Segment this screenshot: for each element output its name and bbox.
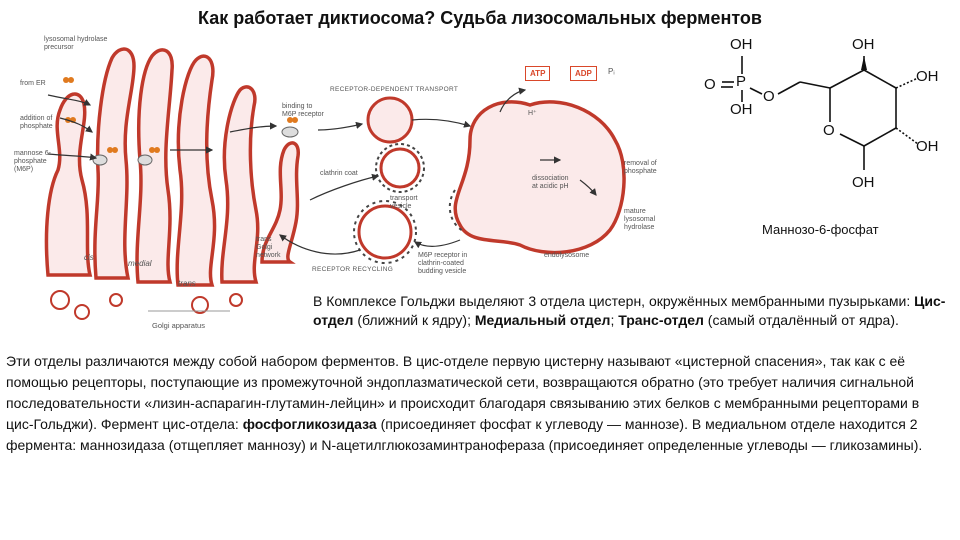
label-dissociation: dissociation at acidic pH — [532, 175, 569, 190]
label-from-er: from ER — [20, 80, 46, 87]
atom-oh-c4: OH — [852, 36, 875, 53]
atom-oh-bottom-phosphate: OH — [730, 101, 753, 118]
textbox-part-2: (ближний к ядру); — [353, 312, 475, 328]
atom-o-double: O — [704, 76, 716, 93]
atom-oh-c1: OH — [852, 174, 875, 191]
label-clathrin: clathrin coat — [320, 170, 358, 177]
trans-section-term: Транс-отдел — [618, 312, 704, 328]
label-removal: removal of phosphate — [624, 160, 657, 175]
textbox-part-3: ; — [610, 312, 619, 328]
atom-p: P — [736, 73, 747, 90]
cis-section-term: Цис-отдел — [313, 293, 946, 328]
label-trans: trans — [178, 279, 196, 288]
body-part-2: (присоединяет фосфат к углеводу — маннозе). В медиальном отделе находится 2 фермента: маннозидаза (отщепляет маннозу) и N-ацетилглюкозаминтранофераза (присоединяет определенные углеводы — гликозамины). — [6, 416, 923, 453]
atom-o-ester: O — [763, 88, 775, 105]
label-tgn: trans Golgi network — [256, 236, 281, 259]
molecule-caption: Маннозо-6-фосфат — [762, 222, 879, 237]
label-m6p-budding: M6P receptor in clathrin-coated budding vesicle — [418, 252, 468, 275]
golgi-sections-text — [313, 292, 953, 330]
label-h-plus: H⁺ — [528, 110, 537, 117]
label-receptor-recycling: RECEPTOR RECYCLING — [312, 266, 394, 273]
label-binding: binding to M6P receptor — [282, 103, 324, 118]
label-cis: cis — [84, 253, 94, 262]
atp-badge: ATP — [525, 66, 550, 81]
label-medial: medial — [128, 259, 152, 268]
medial-section-term: Медиальный отдел — [474, 312, 611, 328]
atom-oh-c2: OH — [916, 138, 939, 155]
body-paragraph — [6, 351, 946, 456]
textbox-part-1: В Комплексе Гольджи выделяют 3 отдела цистерн, окружённых мембранными пузырьками: — [313, 293, 915, 309]
phosphoglycosidase-term: фосфогликозидаза — [242, 416, 377, 432]
atom-oh-top-phosphate: OH — [730, 36, 753, 53]
atom-o-ring: O — [823, 122, 835, 139]
slide-title: Как работает диктиосома? Судьба лизосомальных ферментов — [198, 8, 762, 28]
label-golgi-apparatus: Golgi apparatus — [152, 321, 205, 330]
label-precursor: lysosomal hydrolase precursor — [44, 36, 108, 51]
label-m6p: mannose 6- phosphate (M6P) — [14, 150, 51, 173]
label-receptor-dependent: RECEPTOR-DEPENDENT TRANSPORT — [330, 86, 459, 93]
body-part-1: Эти отделы различаются между собой набором ферментов. В цис-отделе первую цистерну называют «цистерной спасения», так как с её помощью рецепторы, поступающие из промежуточной эндоплазматической сети, возвращаются обратно (это требует наличия сигнальной последовательности «лизин-аспарагин-глутамин-лейцин» и происходит благодаря связыванию этих белков с мембранными рецепторами в цис-Гольджи). Фермент цис-отдела: — [6, 353, 920, 432]
textbox-part-4: (самый отдалённый от ядра). — [703, 312, 899, 328]
adp-badge: ADP — [570, 66, 597, 81]
label-pi: Pᵢ — [608, 67, 615, 76]
label-mature: mature lysosomal hydrolase — [624, 208, 656, 231]
atom-oh-c3: OH — [916, 68, 939, 85]
label-endolysosome: endolysosome — [544, 252, 590, 259]
label-transport-vesicle: transport vesicle — [390, 195, 418, 210]
label-addition: addition of phosphate — [20, 115, 53, 130]
